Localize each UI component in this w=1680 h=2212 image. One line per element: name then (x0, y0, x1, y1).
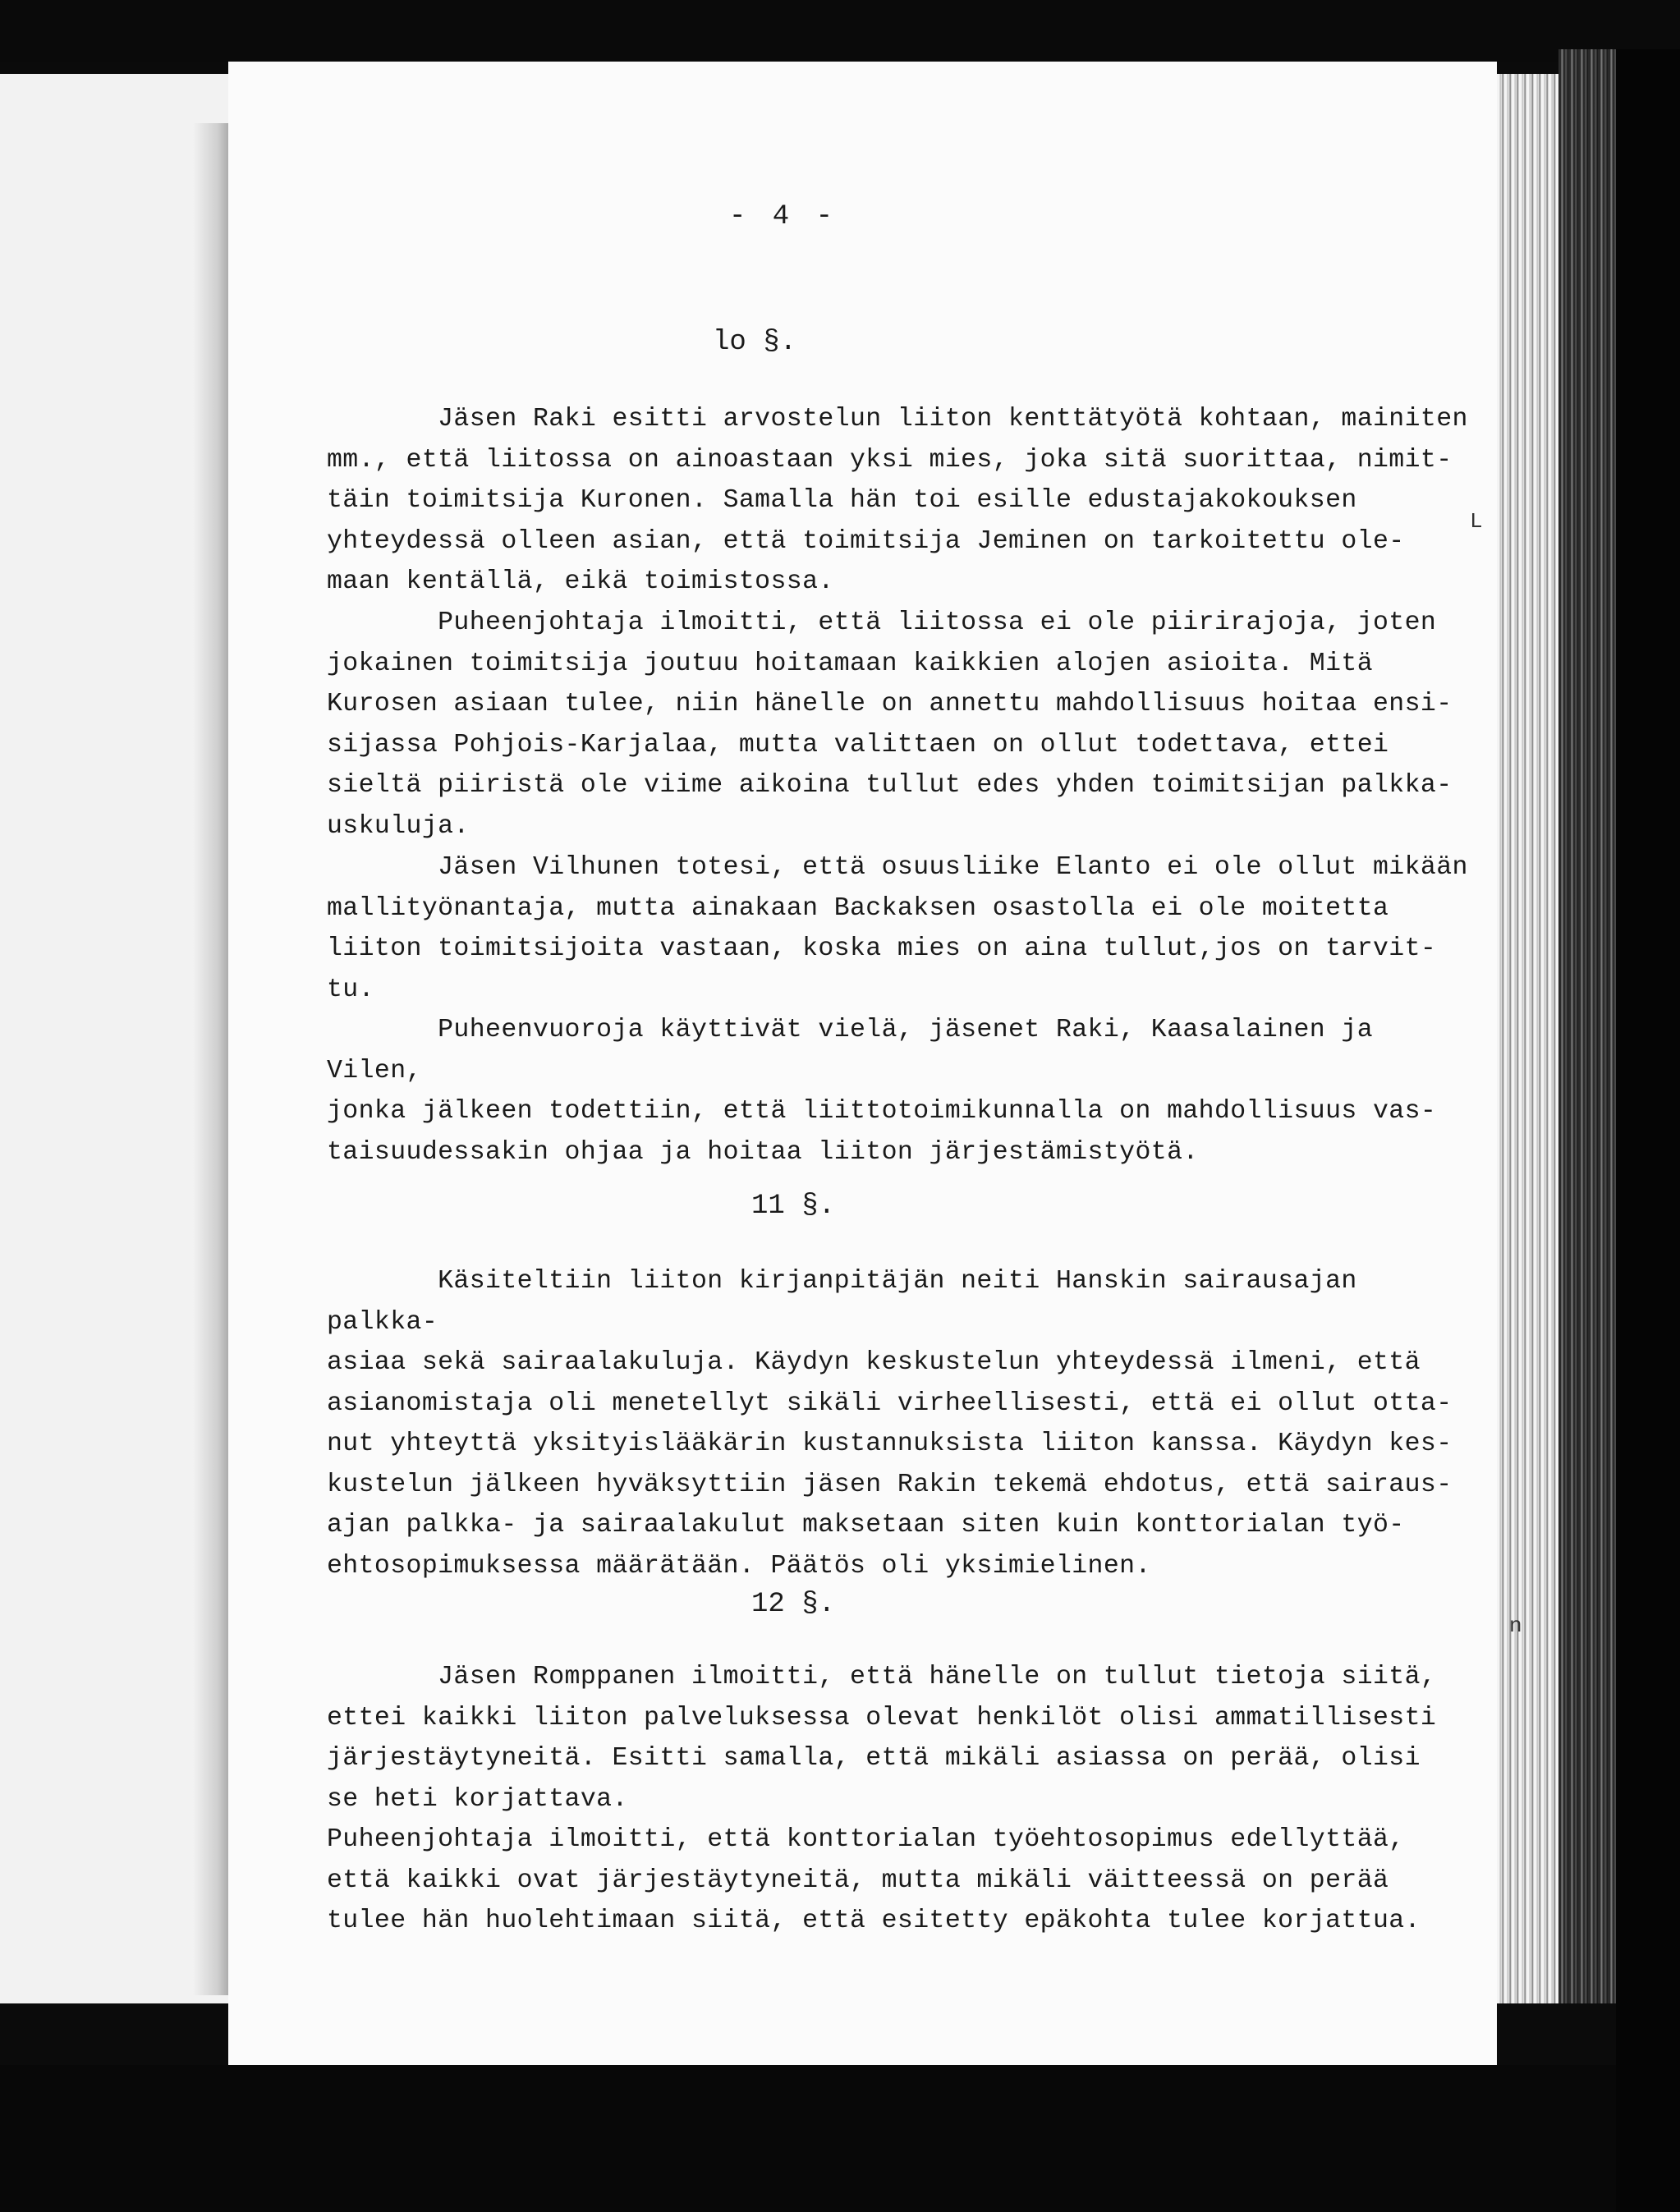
section-heading-12: 12 §. (751, 1589, 836, 1620)
paragraph: Puheenvuoroja käyttivät vielä, jäsenet Raki, Kaasalainen ja Vilen, jonka jälkeen todettiin, että liittotoimikunnalla on mahdollisuus vas- taisuudessakin ohjaa ja hoitaa liiton järjestämistyötä. (327, 1016, 1437, 1167)
scan-top-border (0, 0, 1680, 62)
paragraph: Jäsen Raki esitti arvostelun liiton kenttätyötä kohtaan, mainiten mm., että liitossa on ainoastaan yksi mies, joka sitä suorittaa, nimit- täin toimitsija Kuronen. Samalla hän toi esille edustajakokouksen yhteydessä olleen asian, että toimitsija Jeminen on tarkoitettu ole- maan kentällä, eikä toimistossa. (327, 405, 1468, 596)
book-spine-edge (1558, 49, 1616, 2003)
scan-right-border (1616, 49, 1680, 2212)
page-number: - 4 - (729, 201, 838, 232)
paragraph: Jäsen Vilhunen totesi, että osuusliike Elanto ei ole ollut mikään mallityönantaja, mutta ainakaan Backaksen osastolla ei ole moitetta liiton toimitsijoita vastaan, koska mies on aina tullut,jos on tarvit- tu. (327, 853, 1468, 1004)
page-stack-edge (1497, 74, 1558, 2003)
paragraph: Käsiteltiin liiton kirjanpitäjän neiti Hanskin sairausajan palkka- asiaa sekä sairaalakuluja. Käydyn keskustelun yhteydessä ilmeni, että asianomistaja oli menetellyt sikäli virheellisesti, että ei ollut otta- nut yhteyttä yksityislääkärin kustannuksista liiton kanssa. Käydyn kes- kustelun jälkeen hyväksyttiin jäsen Rakin tekemä ehdotus, että sairaus- ajan palkka- ja sairaalakulut maksetaan siten kuin konttorialan työ- ehtosopimuksessa määrätään. Päätös oli yksimielinen. (327, 1267, 1453, 1581)
scan-bottom-border (0, 2065, 1616, 2212)
paragraph: Jäsen Romppanen ilmoitti, että hänelle on tullut tietoja siitä, ettei kaikki liiton palveluksessa olevat henkilöt olisi ammatillisesti järjestäytyneitä. Esitti samalla, että mikäli asiassa on perää, olisi se heti korjattava. (327, 1663, 1437, 1814)
paragraph: Puheenjohtaja ilmoitti, että konttorialan työehtosopimus edellyttää, että kaikki ovat järjestäytyneitä, mutta mikäli väitteessä on perää tulee hän huolehtimaan siitä, että esitetty epäkohta tulee korjattua. (327, 1825, 1421, 1935)
section-heading-10: lo §. (713, 327, 797, 358)
margin-mark: n (1509, 1613, 1522, 1638)
paragraph: Puheenjohtaja ilmoitti, että liitossa ei ole piirirajoja, joten jokainen toimitsija joutuu hoitamaan kaikkien alojen asioita. Mitä Kurosen asiaan tulee, niin hänelle on annettu mahdollisuus hoitaa ensi- sijassa Pohjois-Karjalaa, mutta valittaen on ollut todettava, ettei sieltä piiristä ole viime aikoina tullut edes yhden toimitsijan palkka- uskuluja. (327, 608, 1453, 841)
section-heading-11: 11 §. (751, 1191, 836, 1222)
margin-mark: L (1470, 509, 1483, 534)
